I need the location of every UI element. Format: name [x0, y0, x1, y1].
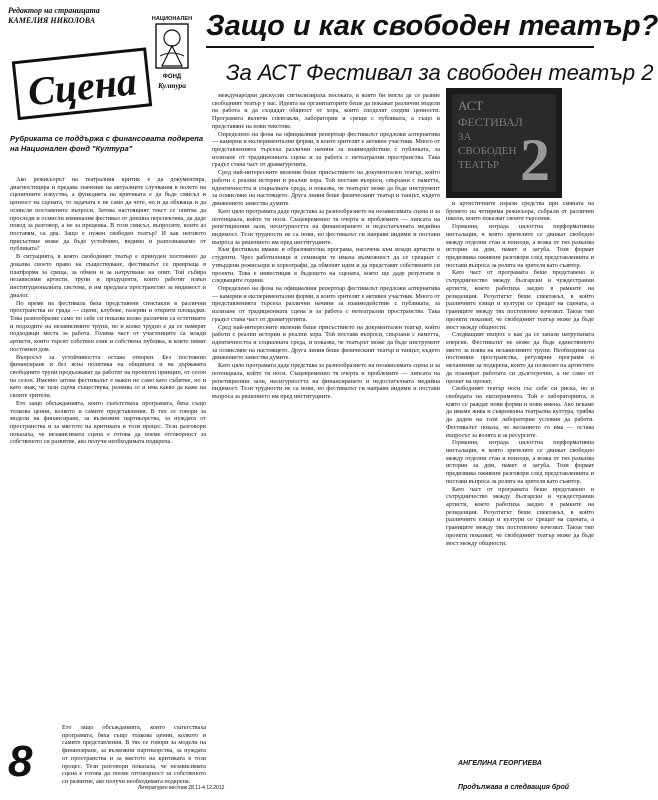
nac-fund-line2: ФОНД — [162, 74, 182, 80]
nac-fund-line1: НАЦИОНАЛЕН — [151, 16, 193, 22]
editor-role: Редактор на страницата — [8, 6, 100, 15]
footer-publication: Литературен вестник 28.11-4.12.2012 — [138, 785, 225, 791]
col1-paragraph: Ако режисьорът на театралния критик е да документира, диагностицира и предава значение на актуалните случвания в полето на сценичните изкуства, а функцията на критиката е да бъде смисъл и ценност на сцената, то задачата е не само да чете, но и да обхваща и да осмисля поставените въпроси. Затова настоящият текст се опитва да проследи и осмисли изминалия фестивал от днешна перспектива, да даде повод за разговор, а не за преценка. В този смисъл, въпросите, които аз поставям, са два. Защо е нужен свободен театър? И как неговото присъствие може да бъде устойчиво, видимо и разпознаваемо от публиката? — [10, 176, 206, 253]
page-headline: Защо и как свободен театър? — [206, 10, 658, 42]
article-author: АНГЕЛИНА ГЕОРГИЕВА — [458, 760, 542, 767]
col1-paragraph: Ето защо обсъжданията, които съпътстваха програмата, бяха също толкова ценни, колкото и самите представления. В тях се говори за модели на финансиране, за възможни партньорства, за нуждата от пространства и за мястото на критиката в този процес. Тези разговори показаха, че независимата сцена е готова да поеме отговорност за собственото си развитие, ако получи необходимата подкрепа. — [10, 399, 206, 446]
page-subheadline: За АСТ Фестивал за свободен театър 2 — [226, 60, 654, 85]
col2-paragraph: Към фестивала имаше и образователна програма, насочена към млади артисти и студенти. Чрез работилници и семинари те имаха възможност да се срещнат с утвърдени режисьори и хореографи, да обменят идеи и да представят собствените си проекти. Това е инвестиция в бъдещето на сцената, която ще даде резултати в следващите години. — [212, 246, 440, 285]
poster-line1: АСТ — [458, 98, 484, 113]
col3-paragraph: Свободният театър носи със себе си риска, но и свободата на експеримента. Той е лабораторията, в която се раждат нови форми и нови имена. Ако искаме да имаме жива и съвременна театрална култура, трябва да дадем на тази лаборатория условия да работи. Фестивалът показа, че желанието го има — остава въпросът за волята и за ресурсите. — [446, 385, 594, 439]
col2-paragraph: Като цяло програмата даде представа за разнообразието на независимата сцена и за потенциала, който тя носи. Същевременно тя очерта и проблемите — липсата на репетиционни зали, несигурността на финансирането и недостатъчната медийна видимост. Тези трудности не са нови, но фестивалът ги направи видими и постави въпроса за решението им пред институциите. — [212, 362, 440, 401]
article-column-1-tail — [62, 724, 206, 786]
col1-paragraph: Въпросът за устойчивостта остава отворен. Без постоянно финансиране и без ясна политика на общината и на държавата свободните трупи продължават да работят на проектен принцип, от сезон на сезон. Именно затова фестивалът е важен не само като събитие, но и като знак, че тази сцена съществува, развива се и има какво да каже на своите зрители. — [10, 353, 206, 400]
poster-line5: ТЕАТЪР — [458, 159, 500, 171]
col3-paragraph: Като част от програмата беше представено и сътрудничество между български и чуждестранни артисти, които работиха заедно в рамките на резиденция. Резултатът беше спектакъл, в който различните езици и култури се срещат на сцената, а границите между тях постепенно изчезват. Такъв тип проекти показват, че свободният театър може да бъде мост между общности. — [446, 269, 594, 331]
col2-paragraph: Сред най-интересните явления беше присъствието на документален театър, който работи с реални истории и реални хора. Той поставя въпроси, свързани с паметта, идентичността и социалната среда, и показва, че театърът може да бъде инструмент за осмисляне на настоящето. Друга линия беше физическият театър и танцът, където движението замества думите. — [212, 323, 440, 362]
col3-paragraph: Германия, изграда цялостна перформативна инсталация, в която зрителите се движат свободно между отделни стаи и епизоди, а всяка от тях разказва история за дом, памет и загуба. Този формат предизвика оживени разговори след представленията и постави въпроса за ролята на зрителя като съавтор. — [446, 223, 594, 269]
editor-credit — [8, 6, 128, 26]
funding-note: Рубриката се поддържа с финансовата подкрепа на Национален фонд "Култура" — [10, 134, 204, 153]
col3-paragraph: Като част от програмата беше представено и сътрудничество между български и чуждестранни артисти, които работиха заедно в рамките на резиденция. Резултатът беше спектакъл, в който различните езици и култури се срещат на сцената, а границите между тях постепенно изчезват. Такъв тип проекти показват, че свободният театър може да бъде мост между общности. — [446, 485, 594, 547]
col2-paragraph: Като цяло програмата даде представа за разнообразието на независимата сцена и за потенциала, който тя носи. Същевременно тя очерта и проблемите — липсата на репетиционни зали, несигурността на финансирането и недостатъчната медийна видимост. Тези трудности не са нови, но фестивалът ги направи видими и постави въпроса за решението им пред институциите. — [212, 207, 440, 246]
article-column-2 — [212, 92, 440, 782]
poster-line2: ФЕСТИВАЛ — [458, 115, 523, 129]
article-column-3 — [446, 200, 594, 752]
article-column-1 — [10, 176, 206, 722]
col2-paragraph: международни дискусии сигнализираха посоката, в която би могла да се развие свободният театър у нас. Идеята на организаторите беше да покажат различни модели на работа и да създадат общност от хора, които споделят сходни ценности. Програмата включи спектакли, лаборатории и срещи с публиката, а също и представяне на нови текстове. — [212, 92, 440, 130]
page-number: 8 — [8, 737, 33, 786]
col3-paragraph: Германия, изграда цялостна перформативна инсталация, в която зрителите се движат свободно между отделни стаи и епизоди, а всяка от тях разказва история за дом, памет и загуба. Този формат предизвика оживени разговори след представленията и постави въпроса за ролята на зрителя като съавтор. — [446, 439, 594, 485]
national-culture-fund-emblem — [148, 12, 196, 106]
editor-name: КАМЕЛИЯ НИКОЛОВА — [8, 16, 96, 25]
col2-paragraph: Определено на фона на официалния репертоар фестивалът предложи алтернатива — камерни и експериментални форми, в които зрителят е активен участник. Много от представленията търсеха различни начини за взаимодействие с публиката, за излизане от традиционната сцена и за работа с нетеатрални пространства. Така градът стана част от драматургията. — [212, 284, 440, 323]
col1-paragraph: Ето защо обсъжданията, които съпътстваха програмата, бяха също толкова ценни, колкото и самите представления. В тях се говори за модели на финансиране, за възможни партньорства, за нуждата от пространства и за мястото на критиката в този процес. Тези разговори показаха, че независимата сцена е готова да поеме отговорност за собственото си развитие, ако получи необходимата подкрепа. — [62, 724, 206, 786]
poster-line3: ЗА — [458, 131, 472, 143]
poster-line4: СВОБОДЕН — [458, 145, 517, 157]
poster-number: 2 — [520, 127, 550, 193]
col1-paragraph: По време на фестивала бяха представени спектакли в различни пространства из града — сцени, клубове, галерии и открити площадки. Това разнообразие само по себе си показва колко различни са естетиките и подходите на независимите трупи, но и колко трудно е да се намерят подходящи места за работа. Голяма част от участниците са млади артисти, които търсят собствен език и собствена публика, и които нямат постоянен дом. — [10, 299, 206, 353]
scena-logo-text: Сцена — [25, 58, 139, 115]
scena-logo — [10, 38, 150, 128]
col3-paragraph: Следващият въпрос е как да се запази натрупаната енергия. Фестивалът не може да бъде единственото място за изява на независимите трупи. Необходими са постоянни пространства, регулярни програми и механизми за подкрепа, които да позволят на артистите да планират работата си дългосрочно, а не само от проект на проект. — [446, 331, 594, 385]
col1-paragraph: В ситуацията, в която свободният театър е принуден постоянно да доказва своето право на съществуване, фестивалът се превръща в платформа за среща, за обмен и за натрупване на опит. Той събира независими артисти, трупи и продуценти, които работят извън институционалната система, и им предлага пространство за видимост и диалог. — [10, 253, 206, 299]
col3-paragraph: и артистичните изрази средства при смяната на бремето на четирима режисьора, събрали от различни школи, които показват своите търсения. — [446, 200, 594, 223]
article-column-3-narrow — [566, 88, 594, 198]
nac-fund-line3: Култура — [157, 81, 187, 90]
headline-rule — [206, 46, 594, 48]
col2-paragraph: Сред най-интересните явления беше присъствието на документален театър, който работи с реални истории и реални хора. Той поставя въпроси, свързани с паметта, идентичността и социалната среда, и показва, че театърът може да бъде инструмент за осмисляне на настоящето. Друга линия беше физическият театър и танцът, където движението замества думите. — [212, 169, 440, 208]
continued-note: Продължава в следващия брой — [458, 784, 570, 791]
festival-poster-photo — [446, 88, 562, 198]
col2-paragraph: Определено на фона на официалния репертоар фестивалът предложи алтернатива — камерни и експериментални форми, в които зрителят е активен участник. Много от представленията търсеха различни начини за взаимодействие с публиката, за излизане от традиционната сцена и за работа с нетеатрални пространства. Така градът стана част от драматургията. — [212, 130, 440, 169]
